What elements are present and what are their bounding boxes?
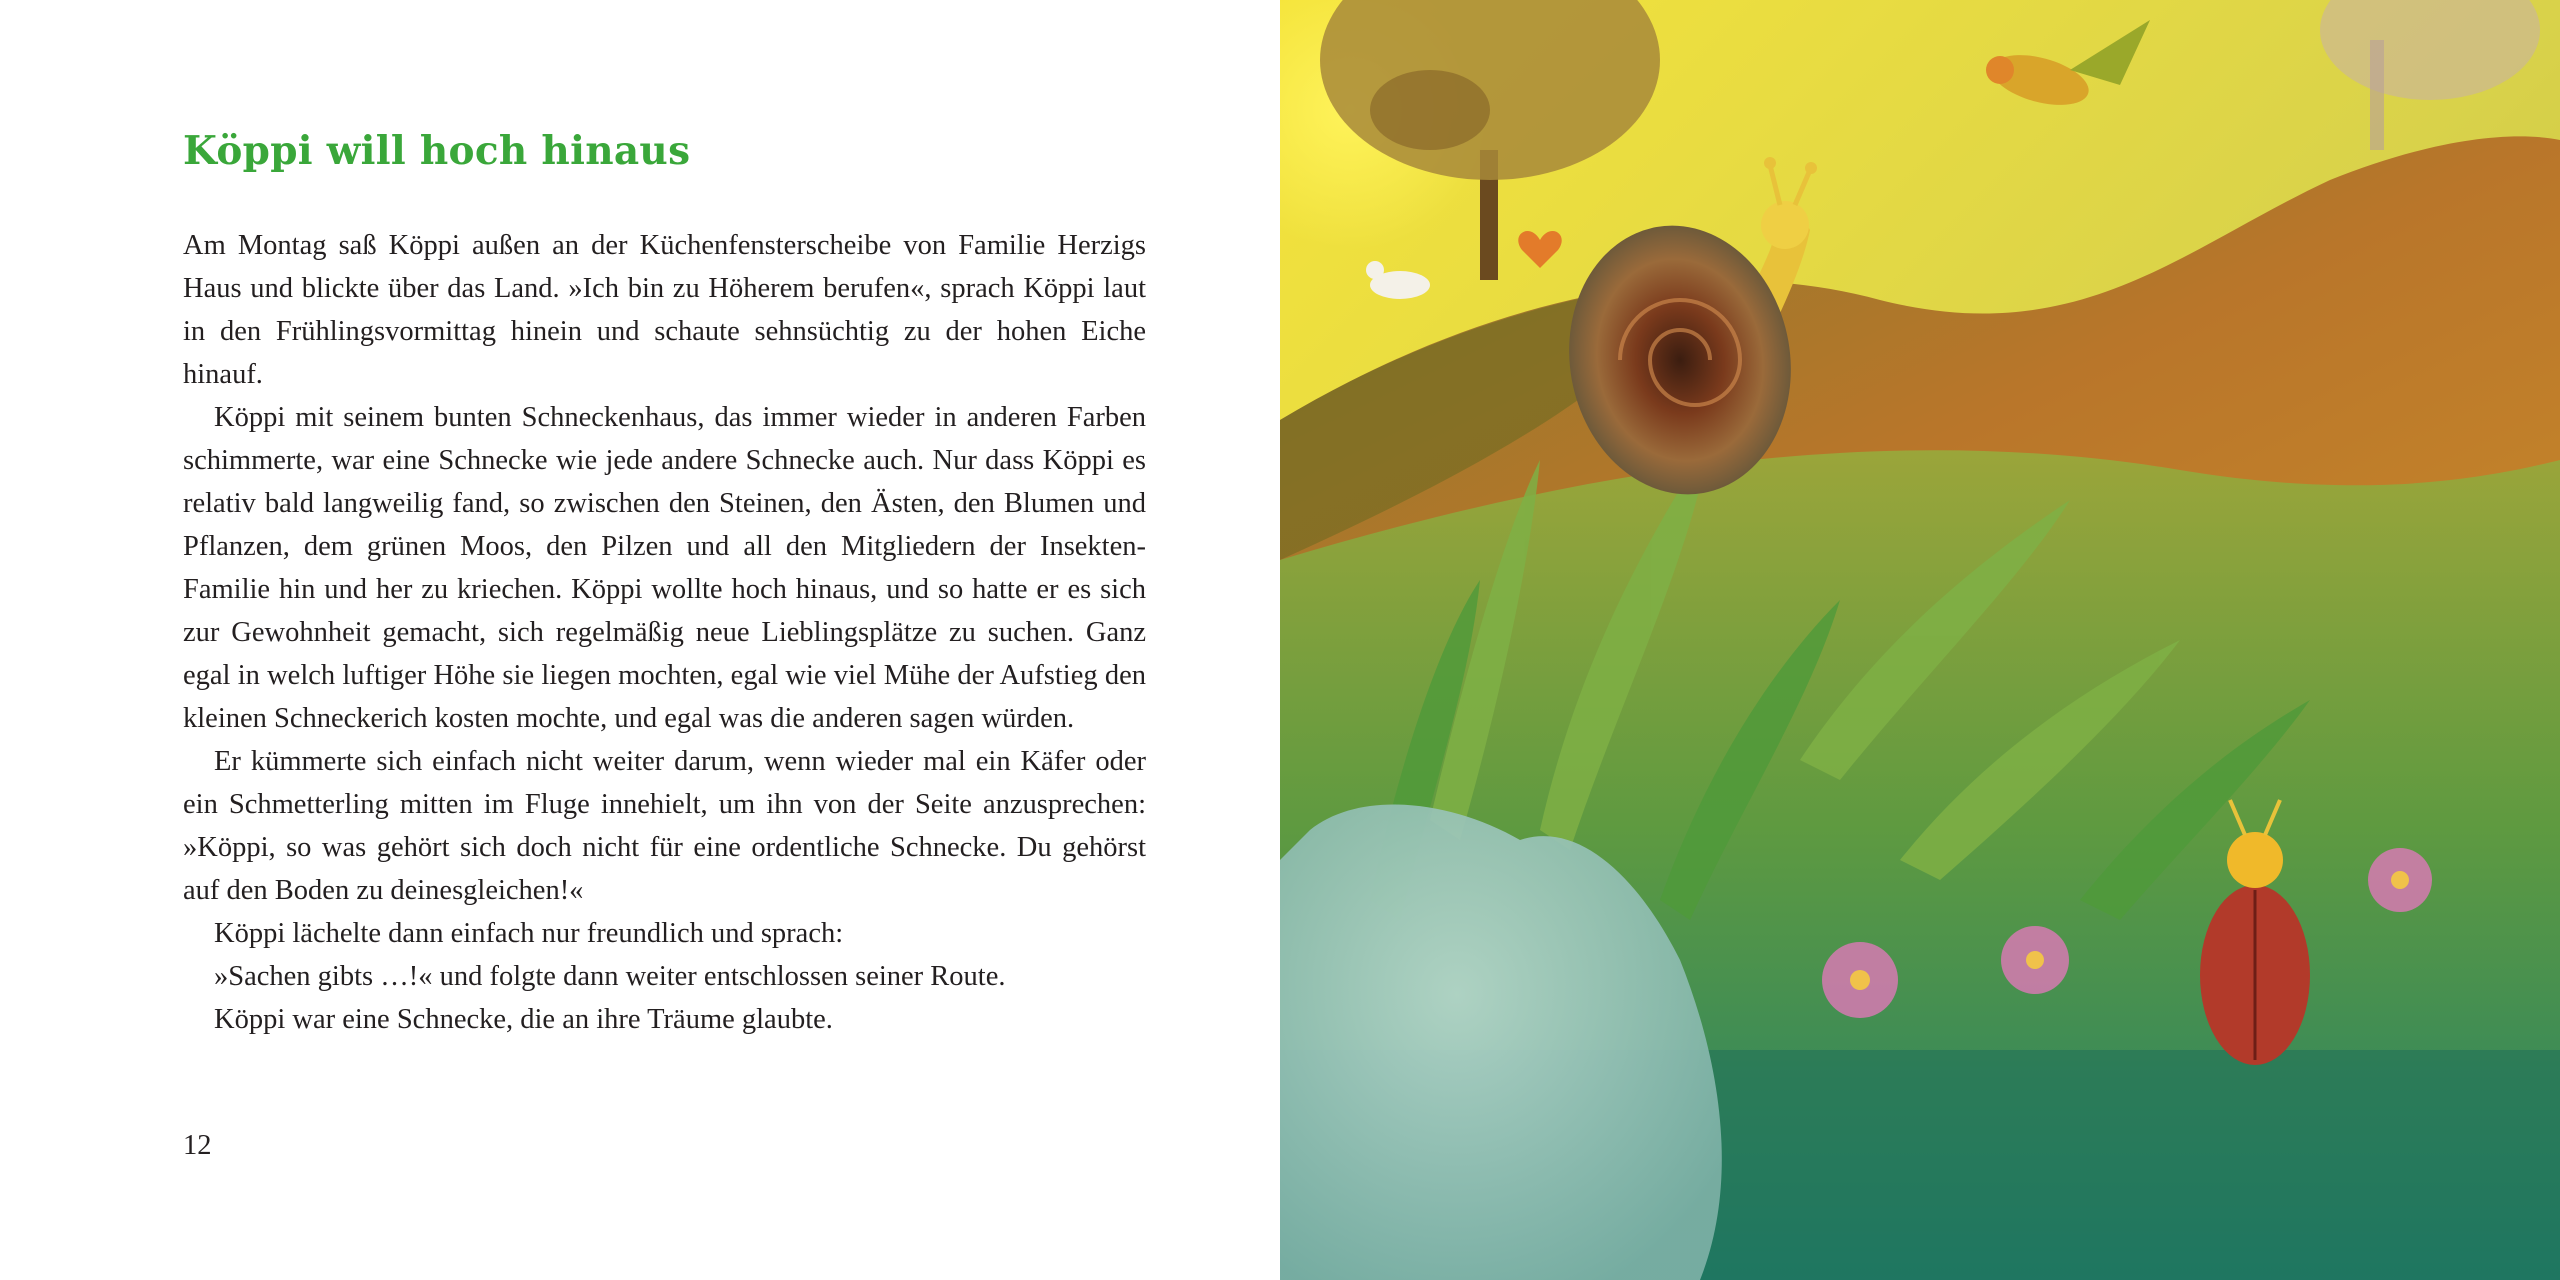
paragraph-6: Köppi war eine Schnecke, die an ihre Träume glaubte. [214,1004,833,1035]
snail-meadow-illustration [1280,0,2560,1280]
story-text [183,224,1146,1041]
page-number: 12 [183,1130,212,1161]
paragraph-2: Köppi mit seinem bunten Schneckenhaus, das immer wieder in anderen Farben schimmerte, war eine Schnecke wie jede andere Schnecke auch. Nur dass Köppi es relativ bald langweilig fand, so zwischen den Steinen, den Ästen, den Blumen und Pflanzen, dem grünen Moos, den Pilzen und all den Mitgliedern der Insekten-Familie hin und her zu kriechen. Köppi wollte hoch hinaus, und so hatte er es sich zur Gewohnheit gemacht, sich regelmäßig neue Lieblingsplätze zu suchen. Ganz egal in welch luftiger Höhe sie liegen mochten, egal wie viel Mühe der Aufstieg den kleinen Schneckerich kosten mochte, und egal was die anderen sagen würden. [183,402,1146,734]
chapter-title: Köppi will hoch hinaus [183,128,691,174]
paragraph-4: Köppi lächelte dann einfach nur freundlich und sprach: [214,918,844,949]
paragraph-5: »Sachen gibts …!« und folgte dann weiter entschlossen seiner Route. [214,961,1006,992]
paragraph-3: Er kümmerte sich einfach nicht weiter darum, wenn wieder mal ein Käfer oder ein Schmetterling mitten im Fluge innehielt, um ihn von der Seite anzusprechen: »Köppi, so was gehört sich doch nicht für eine ordentliche Schnecke. Du gehörst auf den Boden zu deinesgleichen!« [183,746,1146,906]
paragraph-1: Am Montag saß Köppi außen an der Küchenfensterscheibe von Familie Herzigs Haus und blickte über das Land. »Ich bin zu Höherem berufen«, sprach Köppi laut in den Frühlingsvormittag hinein und schaute sehnsüchtig zu der hohen Eiche hinauf. [183,230,1146,390]
